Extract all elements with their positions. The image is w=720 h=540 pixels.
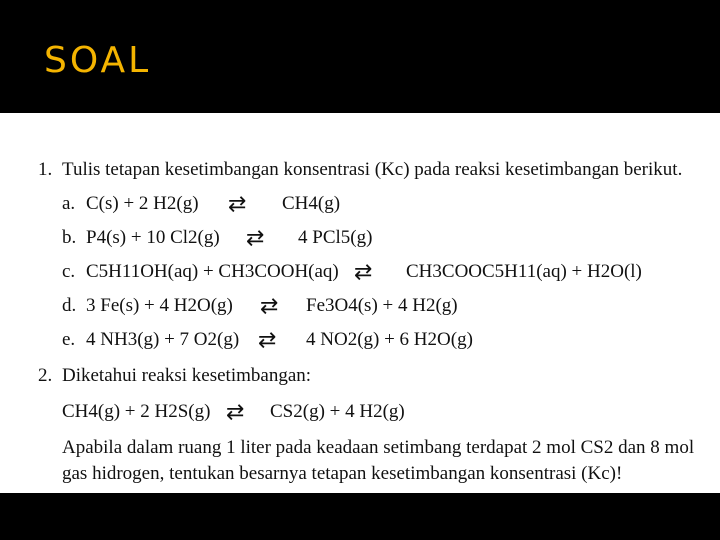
slide-title: SOAL [44, 40, 152, 81]
reaction-b-product: 4 PCl5(g) [298, 227, 373, 248]
reaction-q2-arrow [208, 399, 260, 425]
question-1-text: Tulis tetapan kesetimbangan konsentrasi (Kc) pada reaksi kesetimbangan berikut. [62, 159, 683, 180]
reaction-a-label: a. [62, 193, 76, 214]
reaction-d-arrow [242, 293, 294, 319]
reaction-q2: CH4(g) + 2 H2S(g) [62, 401, 211, 422]
reaction-c: C5H11OH(aq) + CH3COOH(aq) [86, 261, 339, 282]
reaction-c-product: CH3COOC5H11(aq) + H2O(l) [406, 261, 642, 282]
reaction-a-product: CH4(g) [282, 193, 341, 214]
reaction-e-product: 4 NO2(g) + 6 H2O(g) [306, 329, 473, 350]
reaction-q2-product: CS2(g) + 4 H2(g) [270, 401, 405, 422]
equilibrium-arrow-icon: ⇄ [258, 327, 275, 353]
question-2-number: 2. [38, 365, 53, 386]
equilibrium-arrow-icon: ⇄ [246, 225, 263, 251]
question-2-paragraph-line-2: gas hidrogen, tentukan besarnya tetapan kesetimbangan konsentrasi (Kc)! [62, 463, 623, 484]
reaction-a: C(s) + 2 H2(g) [86, 193, 199, 214]
equilibrium-arrow-icon: ⇄ [228, 191, 245, 217]
reaction-e-label: e. [62, 329, 76, 350]
reaction-d: 3 Fe(s) + 4 H2O(g) [86, 295, 233, 316]
reaction-d-product: Fe3O4(s) + 4 H2(g) [306, 295, 458, 316]
reaction-e-arrow [240, 327, 292, 353]
reaction-b-arrow [228, 225, 280, 251]
reaction-e: 4 NH3(g) + 7 O2(g) [86, 329, 240, 350]
equilibrium-arrow-icon: ⇄ [260, 293, 277, 319]
reaction-d-label: d. [62, 295, 77, 316]
reaction-c-label: c. [62, 261, 76, 282]
reaction-a-arrow [210, 191, 262, 217]
question-1-number: 1. [38, 159, 53, 180]
reaction-c-arrow [336, 259, 388, 285]
question-sheet [0, 113, 720, 493]
equilibrium-arrow-icon: ⇄ [226, 399, 243, 425]
reaction-b: P4(s) + 10 Cl2(g) [86, 227, 220, 248]
question-2-text: Diketahui reaksi kesetimbangan: [62, 365, 312, 386]
question-2-paragraph-line-1: Apabila dalam ruang 1 liter pada keadaan setimbang terdapat 2 mol CS2 dan 8 mol [62, 437, 695, 458]
reaction-b-label: b. [62, 227, 77, 248]
equilibrium-arrow-icon: ⇄ [354, 259, 371, 285]
